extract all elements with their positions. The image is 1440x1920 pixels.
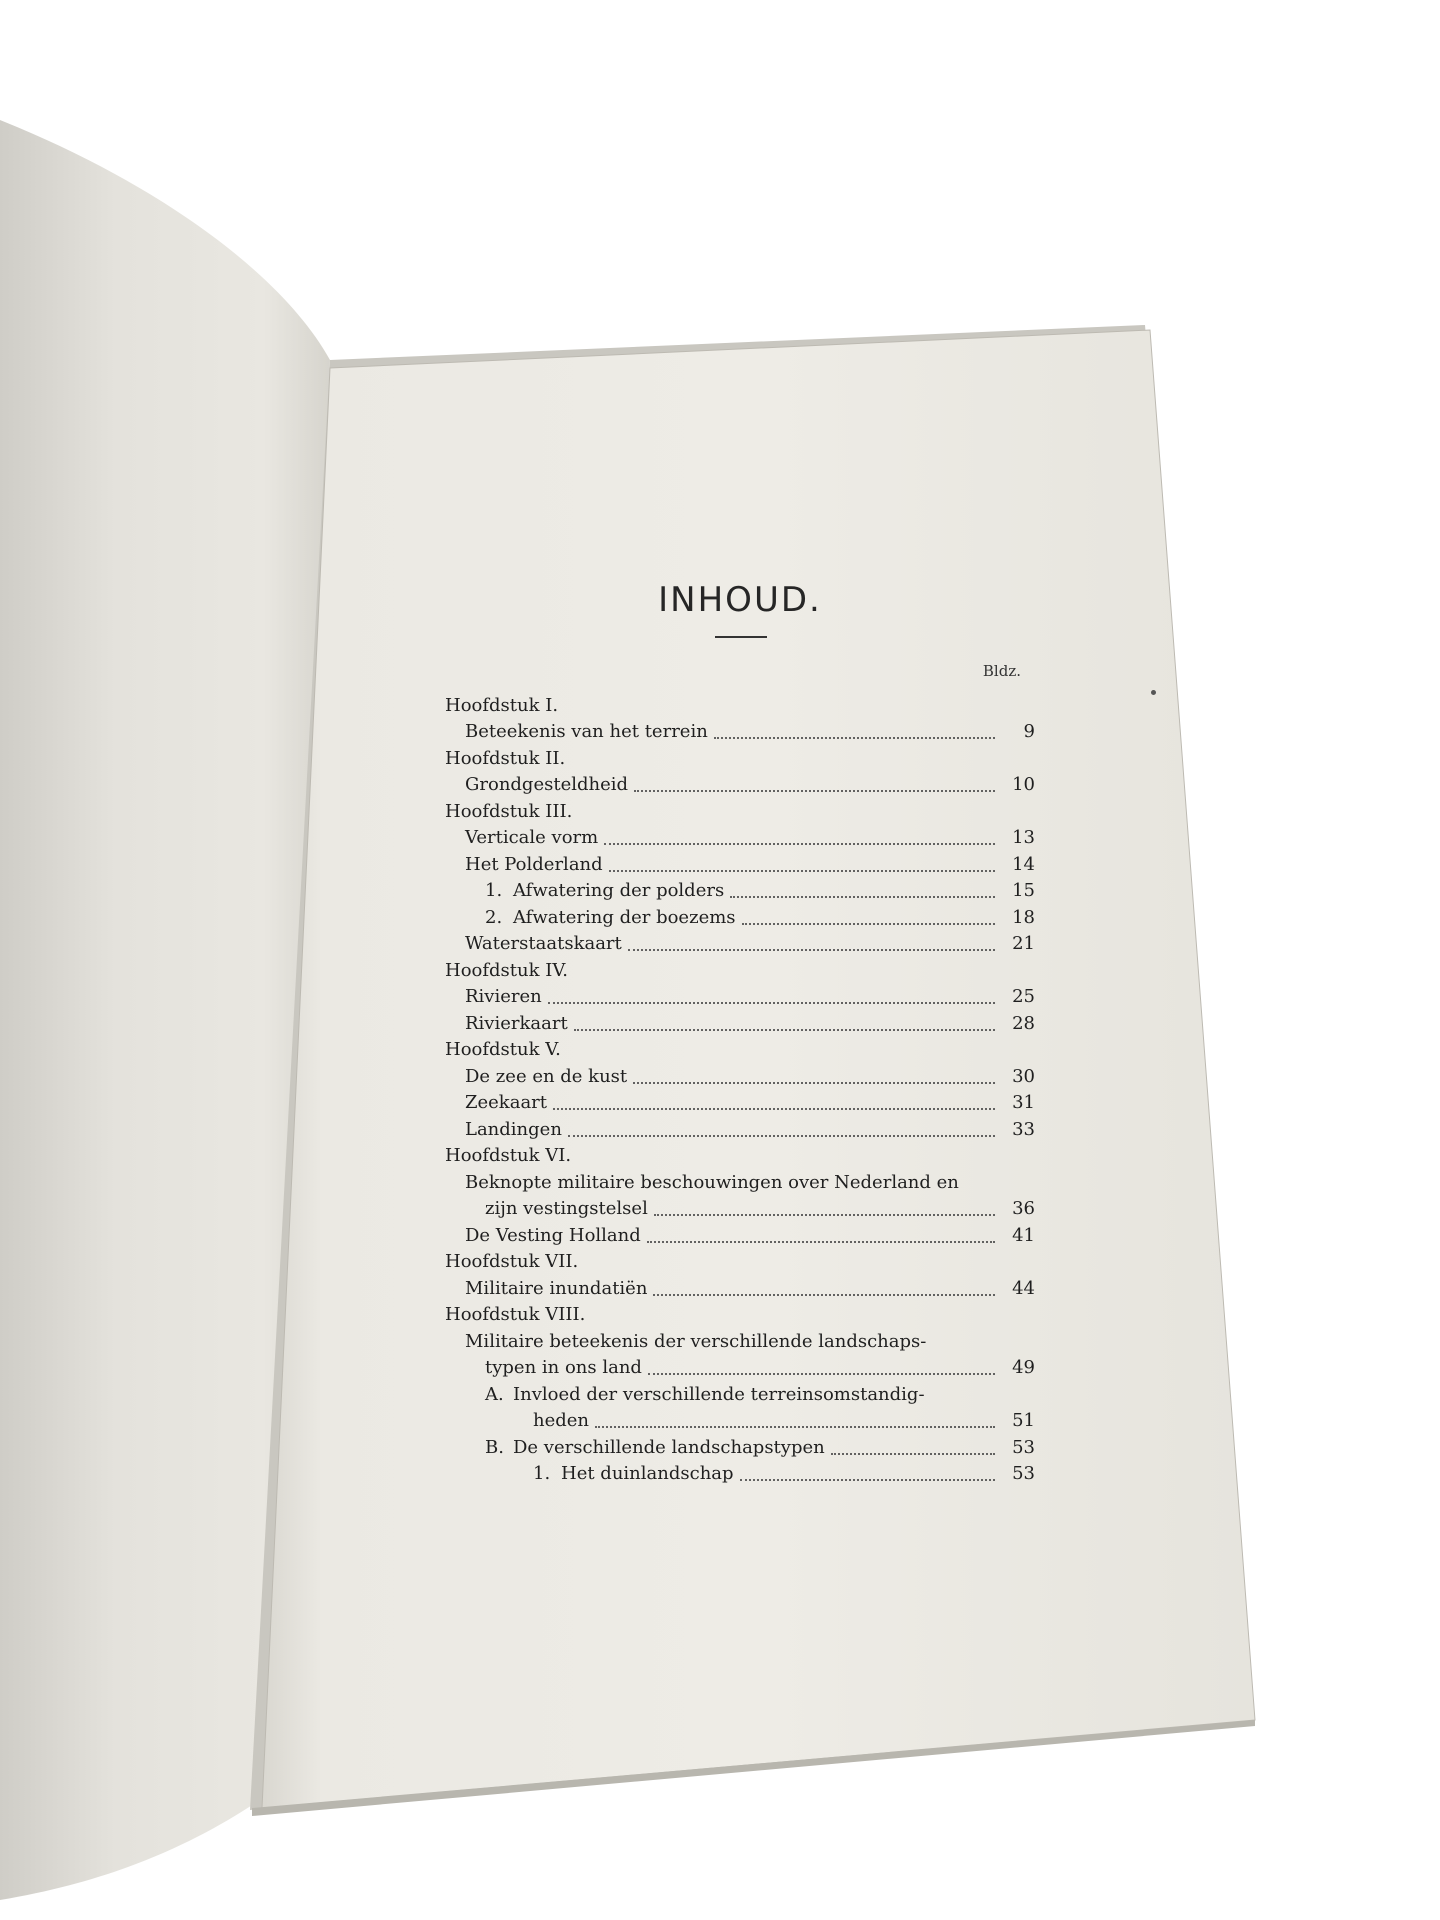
dot-leader bbox=[714, 723, 995, 739]
toc-entry-text: Militaire inundatiën bbox=[465, 1277, 648, 1299]
toc-entry-label bbox=[465, 1278, 647, 1300]
toc-entry bbox=[445, 1406, 1035, 1433]
toc-entry-text: Hoofdstuk II. bbox=[445, 747, 566, 769]
toc-entry bbox=[445, 717, 1035, 744]
toc-entry-label bbox=[445, 695, 558, 717]
toc-page-number: 36 bbox=[1012, 1198, 1035, 1219]
toc-page-number: 10 bbox=[1012, 774, 1035, 795]
toc-entry-text: Waterstaatskaart bbox=[465, 933, 622, 954]
toc-entry-label bbox=[465, 1013, 568, 1035]
toc-entry-label bbox=[533, 1463, 734, 1485]
toc-entry-text: Hoofdstuk III. bbox=[445, 800, 573, 822]
dot-leader bbox=[574, 1015, 995, 1031]
toc-page-number: 13 bbox=[1012, 827, 1035, 848]
toc-entry-number: 1. bbox=[533, 1463, 551, 1484]
toc-entry bbox=[445, 929, 1035, 956]
dot-leader bbox=[730, 882, 995, 898]
toc-entry-number: A. bbox=[485, 1383, 504, 1405]
toc-page-number: 30 bbox=[1012, 1065, 1035, 1087]
toc-entry-text: Afwatering der polders bbox=[513, 880, 725, 901]
toc-chapter-heading bbox=[445, 955, 1035, 982]
toc-entry bbox=[445, 823, 1035, 850]
page-title: INHOUD. bbox=[658, 580, 822, 620]
toc-chapter-heading bbox=[445, 1300, 1035, 1327]
toc-entry-text: Rivierkaart bbox=[465, 1012, 568, 1034]
toc-entry-text: Militaire beteekenis der verschillende landschaps- bbox=[465, 1330, 927, 1352]
toc-page-number: 28 bbox=[1012, 1012, 1035, 1034]
toc-entry-text: Beknopte militaire beschouwingen over Nederland en bbox=[465, 1171, 959, 1193]
toc-entry bbox=[445, 1194, 1035, 1221]
toc-entry-label bbox=[445, 801, 572, 823]
toc-entry-label bbox=[465, 1331, 926, 1353]
toc-page-number: 53 bbox=[1012, 1463, 1035, 1484]
toc-page-number: 49 bbox=[1012, 1357, 1035, 1378]
toc-entry-text: typen in ons land bbox=[485, 1357, 642, 1378]
toc-entry-text: Landingen bbox=[465, 1118, 562, 1140]
dot-leader bbox=[648, 1359, 995, 1375]
toc-entry-label bbox=[485, 1384, 925, 1406]
toc-entry bbox=[445, 1114, 1035, 1141]
toc-page-number: 41 bbox=[1012, 1224, 1035, 1246]
toc-entry-label bbox=[485, 1198, 648, 1220]
toc-entry-label bbox=[445, 1039, 561, 1061]
toc-page-number: 25 bbox=[1012, 986, 1035, 1007]
toc-entry bbox=[445, 982, 1035, 1009]
toc-chapter-heading bbox=[445, 690, 1035, 717]
toc-entry bbox=[445, 1459, 1035, 1486]
toc-entry bbox=[445, 1220, 1035, 1247]
toc-entry-label bbox=[465, 1066, 627, 1088]
toc-page-number: 44 bbox=[1012, 1277, 1035, 1299]
dot-leader bbox=[653, 1280, 995, 1296]
toc-entry bbox=[445, 1088, 1035, 1115]
toc-entry-text: De Vesting Holland bbox=[465, 1224, 641, 1246]
toc-entry-label bbox=[533, 1410, 589, 1432]
dot-leader bbox=[647, 1227, 995, 1243]
toc-entry-label bbox=[485, 1357, 642, 1379]
paper-speck bbox=[1151, 690, 1156, 695]
toc-entry-text: Rivieren bbox=[465, 986, 542, 1007]
dot-leader bbox=[628, 935, 995, 951]
toc-entry-text: Hoofdstuk I. bbox=[445, 694, 559, 716]
toc-entry-label bbox=[485, 1437, 825, 1459]
toc-entry bbox=[445, 902, 1035, 929]
toc-entry-text: Beteekenis van het terrein bbox=[465, 721, 708, 742]
toc-entry-label bbox=[465, 1172, 959, 1194]
toc-entry-text: Zeekaart bbox=[465, 1092, 548, 1113]
toc-entry-label bbox=[485, 907, 736, 929]
toc-entry-label bbox=[465, 774, 628, 796]
toc-entry-text: De verschillende landschapstypen bbox=[513, 1436, 825, 1458]
dot-leader bbox=[568, 1121, 995, 1137]
toc-entry-number: 1. bbox=[485, 880, 503, 901]
toc-entry-label bbox=[485, 880, 724, 902]
toc-entry bbox=[445, 1432, 1035, 1459]
toc-chapter-heading bbox=[445, 796, 1035, 823]
toc-entry-label bbox=[465, 1119, 562, 1141]
toc-chapter-heading bbox=[445, 743, 1035, 770]
toc-entry-text: Grondgesteldheid bbox=[465, 774, 629, 795]
toc-entry-label bbox=[465, 986, 542, 1008]
dot-leader bbox=[553, 1094, 995, 1110]
toc-entry-text: heden bbox=[533, 1410, 590, 1431]
toc-entry-label bbox=[465, 933, 622, 955]
dot-leader bbox=[740, 1465, 995, 1481]
title-rule bbox=[715, 636, 767, 638]
toc-page-number: 15 bbox=[1012, 880, 1035, 901]
toc-entry-text: Het duinlandschap bbox=[561, 1463, 734, 1484]
toc-chapter-heading bbox=[445, 1247, 1035, 1274]
toc-entry-text: zijn vestingstelsel bbox=[485, 1198, 648, 1219]
toc-entry bbox=[445, 1008, 1035, 1035]
toc-entry bbox=[445, 876, 1035, 903]
toc-entry bbox=[445, 1167, 1035, 1194]
toc-entry-label bbox=[445, 1251, 578, 1273]
toc-entry-text: Het Polderland bbox=[465, 853, 603, 875]
toc-entry-text: Verticale vorm bbox=[465, 827, 599, 848]
toc-entries bbox=[445, 690, 1035, 1485]
toc-entry bbox=[445, 1326, 1035, 1353]
toc-entry-text: Hoofdstuk VI. bbox=[445, 1145, 572, 1166]
toc-page-number: 33 bbox=[1012, 1118, 1035, 1140]
toc-page-number: 9 bbox=[1023, 721, 1035, 742]
toc-entry bbox=[445, 1273, 1035, 1300]
toc-chapter-heading bbox=[445, 1035, 1035, 1062]
page-column-header: Bldz. bbox=[982, 662, 1021, 680]
dot-leader bbox=[742, 909, 995, 925]
toc-entry-label bbox=[445, 748, 565, 770]
dot-leader bbox=[634, 776, 995, 792]
toc-entry bbox=[445, 1379, 1035, 1406]
toc-entry-text: Invloed der verschillende terreinsomstandig- bbox=[513, 1383, 925, 1405]
toc-entry-label bbox=[445, 1304, 585, 1326]
toc-entry-label bbox=[465, 854, 603, 876]
toc-entry-text: De zee en de kust bbox=[465, 1065, 628, 1087]
dot-leader bbox=[604, 829, 995, 845]
toc-entry-label bbox=[465, 721, 708, 743]
dot-leader bbox=[595, 1412, 995, 1428]
dot-leader bbox=[654, 1200, 995, 1216]
toc-entry bbox=[445, 1353, 1035, 1380]
toc-page-number: 14 bbox=[1012, 853, 1035, 875]
toc-page-number: 53 bbox=[1012, 1436, 1035, 1458]
toc-entry-number: 2. bbox=[485, 906, 503, 928]
toc-page-number: 31 bbox=[1012, 1092, 1035, 1113]
toc-entry-number: B. bbox=[485, 1436, 504, 1458]
dot-leader bbox=[831, 1439, 995, 1455]
toc-entry-label bbox=[445, 960, 568, 982]
toc-page-number: 21 bbox=[1012, 933, 1035, 954]
toc-entry-text: Hoofdstuk V. bbox=[445, 1039, 561, 1060]
toc-entry bbox=[445, 1061, 1035, 1088]
toc-entry-text: Afwatering der boezems bbox=[513, 906, 736, 928]
toc-page-number: 18 bbox=[1012, 906, 1035, 928]
dot-leader bbox=[633, 1068, 995, 1084]
toc-entry bbox=[445, 770, 1035, 797]
toc-entry-label bbox=[445, 1145, 571, 1167]
toc-entry-text: Hoofdstuk VIII. bbox=[445, 1304, 586, 1325]
toc-entry-text: Hoofdstuk VII. bbox=[445, 1251, 579, 1272]
toc-entry-label bbox=[465, 1092, 547, 1114]
toc-entry-text: Hoofdstuk IV. bbox=[445, 959, 568, 981]
toc-entry-label bbox=[465, 1225, 641, 1247]
toc-page-number: 51 bbox=[1012, 1410, 1035, 1431]
toc-entry bbox=[445, 849, 1035, 876]
toc-entry-label bbox=[465, 827, 598, 849]
dot-leader bbox=[548, 988, 995, 1004]
dot-leader bbox=[609, 856, 995, 872]
toc-chapter-heading bbox=[445, 1141, 1035, 1168]
